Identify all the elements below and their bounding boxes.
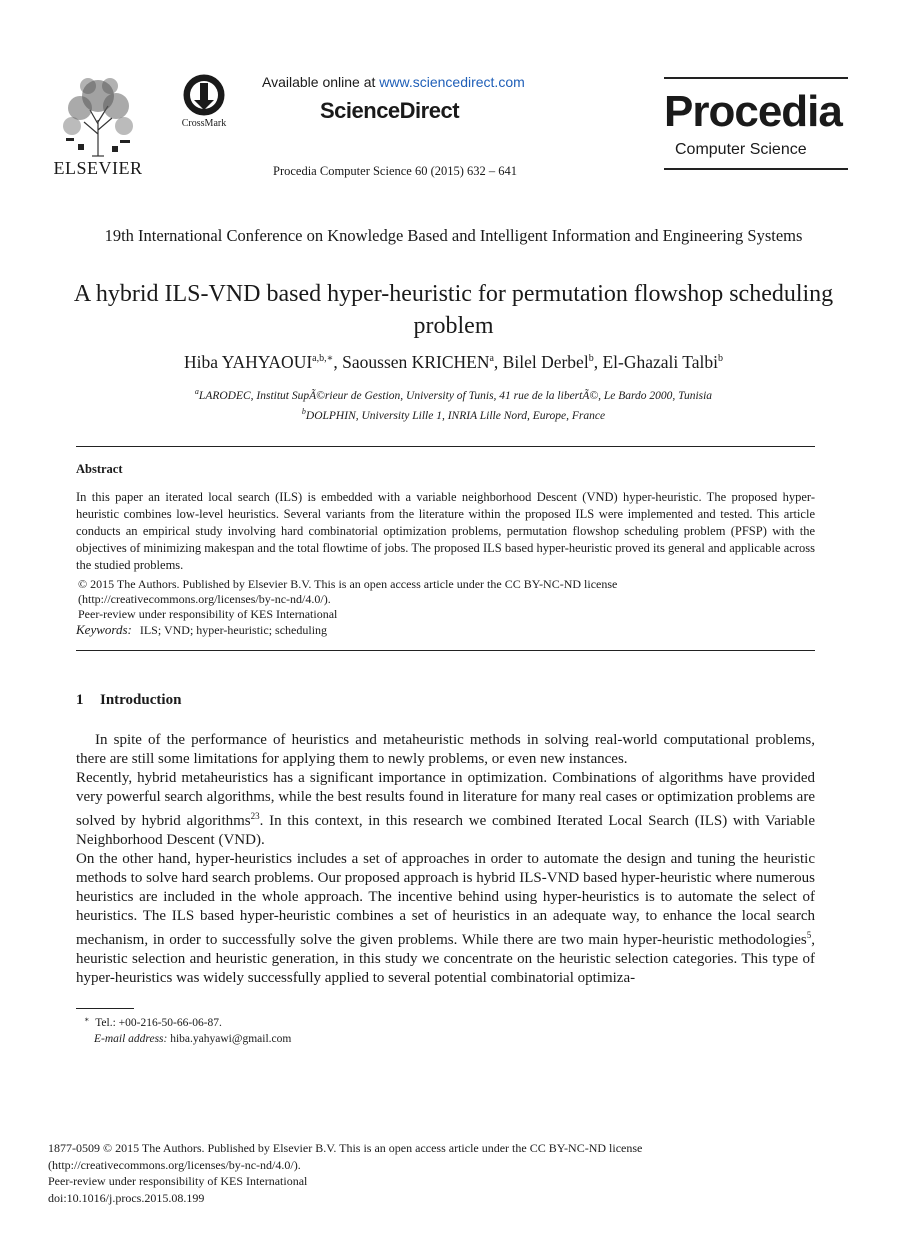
affiliation-sup: a	[194, 387, 199, 396]
abstract-copyright	[78, 577, 815, 607]
sciencedirect-link[interactable]: www.sciencedirect.com	[379, 74, 525, 90]
bottom-legal	[48, 1140, 642, 1206]
footnote-mark: ∗	[84, 1015, 90, 1024]
section-title: Introduction	[100, 692, 182, 708]
author-sup: b	[588, 353, 594, 364]
citation-ref[interactable]: 23	[250, 811, 260, 821]
paragraph-text: On the other hand, hyper-heuristics includes a set of approaches in order to automate the design and tuning the heuristic methods to solve hard search problems. Our proposed approach is hybrid ILS-VND based hyper-heuristic where numerous heuristics are included in the whole approach. The incentive behind using hyper-heuristics is to automate the select of heuristics. The ILS based hyper-heuristic combines a set of heuristics in an adequate way, to enhance the local search mechanism, in order to successfully solve the given problems. While there are two main hyper-heuristic methodologies	[76, 851, 815, 948]
author-name: Bilel Derbel	[502, 352, 589, 372]
citation-ref[interactable]: 5	[806, 930, 812, 940]
affiliations	[60, 384, 847, 424]
license-link-bottom[interactable]: (http://creativecommons.org/licenses/by-nc-nd/4.0/).	[48, 1157, 301, 1172]
abstract-bottom-rule	[76, 650, 815, 651]
introduction-body	[76, 731, 815, 988]
copyright-line: © 2015 The Authors. Published by Elsevier B.V. This is an open access article under the CC BY-NC-ND license	[78, 577, 618, 591]
author-list: Hiba $YAHYAOUI^{a,b,∗}$, Saoussen KRICHEN$^a$, Bilel Derbel$^b$, El-Ghazali Talbi$^b$	[184, 352, 723, 372]
crossmark-icon	[174, 74, 234, 118]
procedia-bottom-rule	[664, 168, 848, 170]
footnote-tel	[84, 1012, 291, 1031]
procedia-top-rule	[664, 77, 848, 79]
affiliation-line	[60, 384, 847, 404]
keywords-list: ILS; VND; hyper-heuristic; scheduling	[139, 623, 328, 637]
author-sup: a,b,∗	[312, 353, 334, 364]
author-name: Hiba YAHYAOUI	[184, 352, 313, 372]
author-sup: b	[718, 353, 723, 364]
email-address[interactable]: hiba.yahyawi@gmail.com	[170, 1033, 292, 1045]
crossmark-label: CrossMark	[181, 118, 227, 129]
affiliation-text: DOLPHIN, University Lille 1, INRIA Lille Nord, Europe, France	[305, 410, 606, 422]
footnote-rule	[76, 1008, 134, 1009]
elsevier-tree-icon	[54, 74, 142, 158]
journal-reference: Procedia Computer Science 60 (2015) 632 – 641	[273, 164, 518, 178]
procedia-subtitle: Computer Science	[675, 141, 807, 158]
affiliation-sup: b	[301, 407, 306, 416]
footnote	[84, 1012, 291, 1047]
issn-line: 1877-0509 © 2015 The Authors. Published by Elsevier B.V. This is an open access article under the CC BY-NC-ND license	[48, 1141, 643, 1155]
section-heading	[76, 692, 181, 709]
paragraph-text: , heuristic selection and heuristic generation, in this study we concentrate on the heuristic selection categories. This type of hyper-heuristics was widely successfully applied to several potential combinatorial optimiza-	[76, 932, 815, 986]
license-link[interactable]: (http://creativecommons.org/licenses/by-nc-nd/4.0/).	[78, 592, 331, 606]
affiliation-text: LARODEC, Institut SupÃ©rieur de Gestion, University of Tunis, 41 rue de la libertÃ©, Le Bardo 2000, Tunisia	[198, 390, 713, 402]
section-number: 1	[76, 692, 84, 708]
elsevier-wordmark: ELSEVIER	[53, 158, 143, 178]
available-prefix: Available online at	[262, 74, 376, 90]
paragraph-text: Recently, hybrid metaheuristics has a significant importance in optimization. Combinations of algorithms have provided very powerful search algorithms, while the best results found in literature for many real cases or optimization problems are solved by hybrid algorithms	[76, 770, 815, 829]
peer-review-bottom: Peer-review under responsibility of KES International	[48, 1174, 308, 1188]
paragraph: In spite of the performance of heuristics and metaheuristic methods in solving real-world computational problems, there are still some limitations for applying them to newly problems, or even new instances.	[76, 732, 815, 767]
conference-name: 19th International Conference on Knowledge Based and Intelligent Information and Engineering Systems	[104, 226, 803, 245]
paragraph-text: . In this context, in this research we combined Iterated Local Search (ILS) with Variable Neighborhood Descent (VND).	[76, 813, 815, 848]
footnote-tel-text: Tel.: +00-216-50-66-06-87.	[95, 1017, 222, 1029]
abstract-peer-review: Peer-review under responsibility of KES International	[78, 607, 338, 621]
crossmark-badge[interactable]	[174, 74, 234, 136]
paragraph	[76, 850, 815, 988]
email-label: E-mail address:	[94, 1033, 168, 1045]
doi[interactable]: doi:10.1016/j.procs.2015.08.199	[48, 1190, 205, 1205]
abstract-body: In this paper an iterated local search (ILS) is embedded with a variable neighborhood Descent (VND) hyper-heuristic. The proposed hyper-heuristic combines low-level heuristics. Several variants from the literature within the proposed ILS were implemented and tested. This article conducts an empirical study involving hard combinatorial optimization problems, permutation flowshop scheduling problem (PFSP) with the objectives of minimizing makespan and the total flowtime of jobs. The proposed ILS based hyper-heuristic proved its general and applicable across the studied problems.	[76, 490, 815, 572]
abstract-top-rule	[76, 446, 815, 447]
author-name: Saoussen KRICHEN	[342, 352, 490, 372]
keywords	[76, 622, 327, 638]
elsevier-logo	[50, 74, 146, 178]
footnote-email	[84, 1031, 291, 1047]
author-sup: a	[489, 353, 494, 364]
paper-title: A hybrid ILS-VND based hyper-heuristic for permutation flowshop scheduling problem	[73, 281, 834, 339]
keywords-label: Keywords:	[76, 622, 132, 637]
author-name: El-Ghazali Talbi	[602, 352, 718, 372]
paragraph	[76, 769, 815, 850]
sciencedirect-brand: ScienceDirect	[320, 98, 460, 123]
affiliation-line	[60, 404, 847, 424]
available-online	[262, 74, 525, 90]
abstract-heading: Abstract	[76, 462, 123, 476]
procedia-title: Procedia	[664, 87, 842, 136]
